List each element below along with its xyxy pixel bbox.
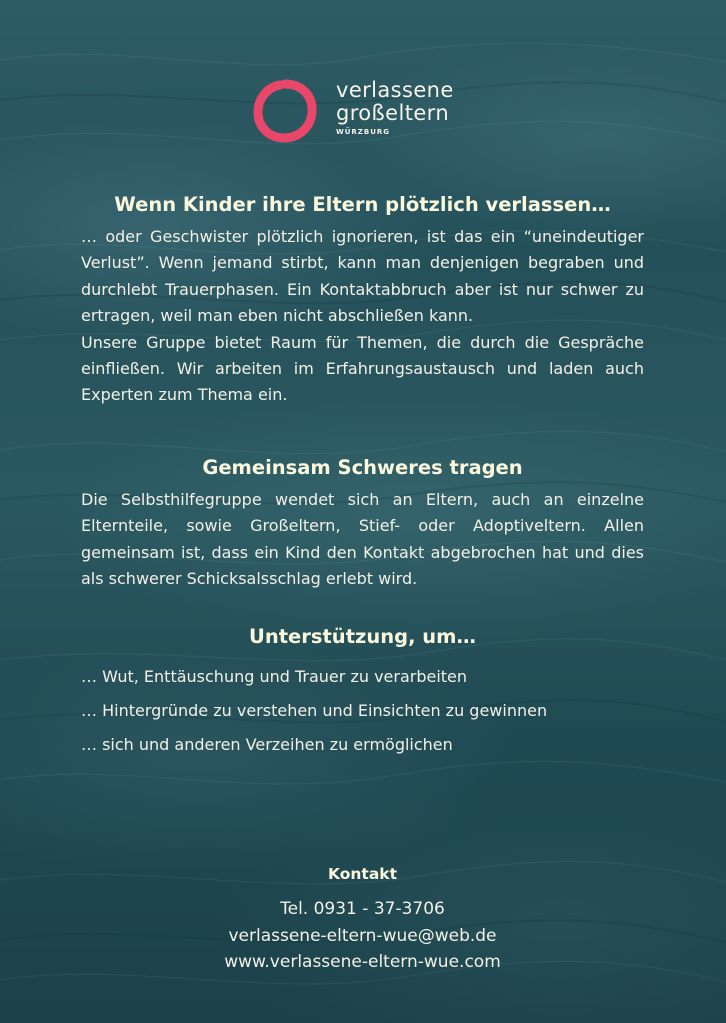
contact-website-link[interactable]: www.verlassene-eltern-wue.com — [224, 952, 501, 972]
logo-line-1: verlassene — [336, 78, 454, 102]
contact-block — [81, 860, 644, 976]
list-item: … sich und anderen Verzeihen zu ermöglichen — [81, 735, 453, 755]
section-3-title: Unterstützung, um… — [249, 625, 476, 649]
list-item: … Wut, Enttäuschung und Trauer zu verarbeiten — [81, 667, 468, 687]
contact-title: Kontakt — [327, 865, 397, 883]
logo-city: WÜRZBURG — [336, 128, 391, 136]
list-item: … Hintergründe zu verstehen und Einsichten zu gewinnen — [81, 701, 548, 721]
main-content — [81, 190, 644, 762]
section-2-title: Gemeinsam Schweres tragen — [202, 455, 523, 479]
section-1-paragraph-2: Unsere Gruppe bietet Raum für Themen, die durch die Gespräche einfließen. Wir arbeiten im Erfahrungsaustausch und laden auch Experten zum Thema ein. — [81, 332, 644, 405]
logo-wordmark — [336, 79, 454, 136]
contact-phone[interactable]: Tel. 0931 - 37-3706 — [280, 899, 445, 919]
support-list — [81, 660, 644, 762]
brush-ring-icon — [250, 76, 320, 146]
contact-email-link[interactable]: verlassene-eltern-wue@web.de — [228, 925, 497, 946]
section-1-title: Wenn Kinder ihre Eltern plötzlich verlassen… — [114, 193, 611, 216]
logo — [250, 76, 490, 146]
section-2-paragraph: Die Selbsthilfegruppe wendet sich an Eltern, auch an einzelne Elternteile, sowie Großeltern, Stief- oder Adoptiveltern. Allen gemeinsam ist, dass ein Kind den Kontakt abgebrochen hat und dies als schwerer Schicksalsschlag erlebt wird. — [81, 489, 644, 589]
logo-line-2: großeltern — [336, 101, 450, 125]
section-1-paragraph-1: … oder Geschwister plötzlich ignorieren, ist das ein “uneindeutiger Verlust”. Wenn jemand stirbt, kann man denjenigen begraben und durchlebt Trauerphasen. Ein Kontaktabbruch aber ist nur schwer zu ertragen, weil man eben nicht abschließen kann. — [81, 227, 644, 326]
